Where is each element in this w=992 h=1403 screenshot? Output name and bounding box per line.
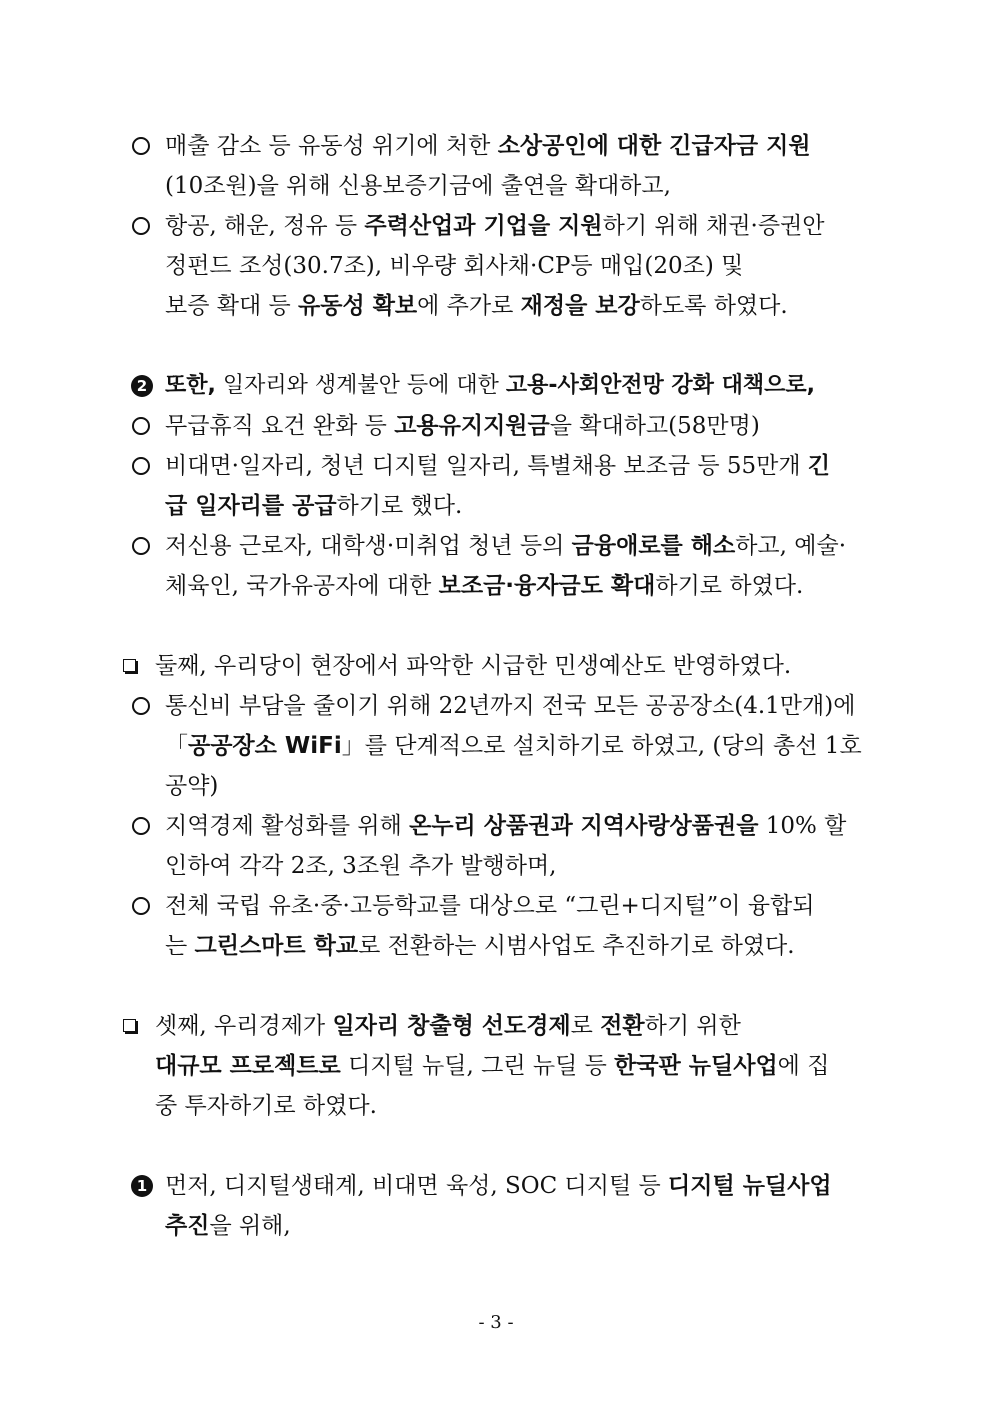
bullet-circle-icon [132, 137, 150, 155]
text-run: 먼저, 디지털생태계, 비대면 육성, SOC 디지털 등 [165, 1173, 669, 1199]
text-line [165, 810, 846, 842]
text-line [165, 250, 743, 282]
bold-text: 한국판 뉴딜사업 [614, 1053, 778, 1079]
text-line [155, 1050, 829, 1082]
bullet-circle-icon [132, 417, 150, 435]
text-run: 보증 확대 등 [165, 293, 299, 319]
text-run: 정펀드 조성(30.7조), 비우량 회사채·CP등 매입(20조) 및 [165, 253, 744, 279]
text-run: 비대면·일자리, 청년 디지털 일자리, 특별채용 보조금 등 55만개 [165, 453, 808, 479]
text-line [165, 370, 815, 402]
text-run: 셋째, 우리경제가 [155, 1013, 333, 1039]
text-run: 하기 위한 [644, 1013, 741, 1039]
text-line [165, 850, 557, 882]
text-run: 공약) [165, 773, 219, 799]
text-run: 인하여 각각 2조, 3조원 추가 발행하며, [165, 853, 557, 879]
text-line [165, 410, 760, 442]
text-line [155, 1010, 741, 1042]
bold-text: 재정을 보강 [520, 293, 640, 319]
bold-text: 디지털 뉴딜사업 [668, 1173, 832, 1199]
text-run: 디지털 뉴딜, 그린 뉴딜 등 [340, 1053, 615, 1079]
page-number: - 3 - [478, 1312, 514, 1333]
bullet-circle-icon [132, 217, 150, 235]
text-run: 을 확대하고(58만명) [549, 413, 760, 439]
text-run: 는 [165, 933, 195, 959]
text-run: 통신비 부담을 줄이기 위해 22년까지 전국 모든 공공장소(4.1만개)에 [165, 693, 856, 719]
bold-text: 금융애로를 해소 [571, 533, 736, 559]
text-line [165, 130, 811, 162]
text-line [165, 570, 803, 602]
text-run: 에 추가로 [417, 293, 521, 319]
text-run: 하기로 하였다. [655, 573, 804, 599]
bullet-circle-icon [132, 457, 150, 475]
text-run: 」를 단계적으로 설치하기로 하였고, (당의 총선 1호 [341, 733, 862, 759]
bullet-square-icon [123, 659, 136, 672]
text-run: 일자리와 생계불안 등에 대한 [215, 373, 506, 398]
text-run: 로 전환하는 시범사업도 추진하기로 하였다. [358, 933, 795, 959]
text-run: 하기 위해 채권·증권안 [602, 213, 825, 239]
text-run: 「 [165, 733, 188, 759]
text-run: 10% 할 [758, 813, 847, 839]
text-run: 로 [570, 1013, 601, 1039]
text-run: 하기로 했다. [336, 493, 463, 519]
bold-text: 주력산업과 기업을 지원 [364, 213, 603, 239]
bold-text: 공공장소 WiFi [188, 733, 342, 759]
text-run: 둘째, 우리당이 현장에서 파악한 시급한 민생예산도 반영하였다. [155, 653, 792, 679]
bullet-circle-icon [132, 817, 150, 835]
numbered-circle-icon: 1 [131, 1175, 153, 1197]
bullet-circle-icon [132, 537, 150, 555]
text-line [165, 1210, 291, 1242]
bold-text: 유동성 확보 [298, 293, 418, 319]
text-run: 무급휴직 요건 완화 등 [165, 413, 395, 439]
text-run: 매출 감소 등 유동성 위기에 처한 [165, 133, 498, 159]
text-run: 중 투자하기로 하였다. [155, 1093, 377, 1119]
text-run: 하도록 하였다. [639, 293, 788, 319]
text-line [165, 290, 788, 322]
bullet-circle-icon [132, 697, 150, 715]
bold-text: 또한, [165, 373, 216, 398]
bold-text: 소상공인에 대한 긴급자금 지원 [497, 133, 811, 159]
text-run: 항공, 해운, 정유 등 [165, 213, 365, 239]
text-line [165, 890, 814, 922]
text-line [165, 530, 846, 562]
bold-text: 일자리 창출형 선도경제 [332, 1013, 571, 1039]
text-line [165, 730, 862, 762]
text-run: 지역경제 활성화를 위해 [165, 813, 410, 839]
text-line [165, 210, 825, 242]
bullet-circle-icon [132, 897, 150, 915]
text-line [165, 450, 830, 482]
text-run: 에 집 [777, 1053, 830, 1079]
numbered-circle-icon: 2 [131, 375, 153, 397]
text-line [165, 690, 855, 722]
text-line [165, 1170, 832, 1202]
bold-text: 대규모 프로젝트로 [155, 1053, 341, 1079]
bold-text: 보조금·융자금도 확대 [438, 573, 656, 599]
bold-text: 고용유지지원금 [394, 413, 550, 439]
bold-text: 긴 [807, 453, 831, 479]
bold-text: 온누리 상품권과 지역사랑상품권을 [409, 813, 759, 839]
text-run: (10조원)을 위해 신용보증기금에 출연을 확대하고, [165, 173, 671, 199]
text-line [155, 650, 791, 682]
text-line [165, 930, 795, 962]
text-run: 저신용 근로자, 대학생·미취업 청년 등의 [165, 533, 572, 559]
bullet-square-icon [123, 1019, 136, 1032]
text-run: 체육인, 국가유공자에 대한 [165, 573, 439, 599]
text-run: 하고, 예술· [735, 533, 847, 559]
text-run: 을 위해, [209, 1213, 291, 1239]
text-run: 전체 국립 유초·중·고등학교를 대상으로 “그린+디지털”이 융합되 [165, 893, 815, 919]
text-line [165, 490, 462, 522]
bold-text: 추진 [165, 1213, 210, 1239]
text-line [165, 770, 218, 802]
text-line [165, 170, 671, 202]
bold-text: 전환 [600, 1013, 645, 1039]
text-line [155, 1090, 377, 1122]
bold-text: 급 일자리를 공급 [165, 493, 337, 519]
bold-text: 고용-사회안전망 강화 대책으로, [505, 373, 815, 398]
bold-text: 그린스마트 학교 [194, 933, 359, 959]
